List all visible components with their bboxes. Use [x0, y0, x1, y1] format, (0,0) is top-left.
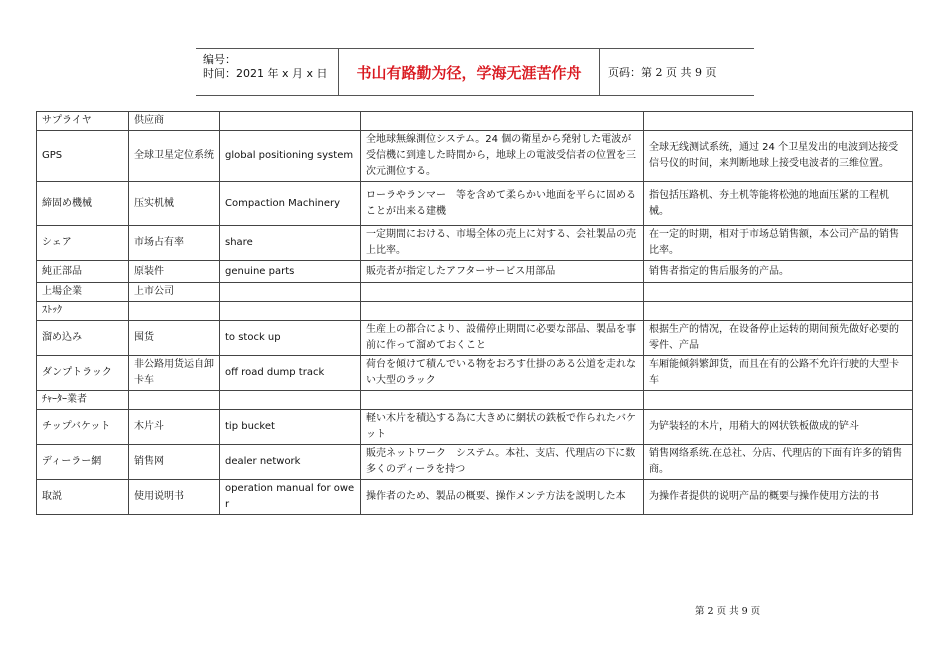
japanese-description-cell: 販売者が指定したアフターサービス用部品: [361, 261, 644, 283]
chinese-term-cell: 木片斗: [129, 410, 220, 445]
chinese-term-cell: [129, 302, 220, 321]
glossary-table: [36, 111, 913, 515]
chinese-description-cell: [644, 283, 913, 302]
english-term-cell: off road dump track: [220, 356, 361, 391]
english-term-cell: global positioning system: [220, 131, 361, 182]
term-cell: シェア: [37, 226, 129, 261]
table-row: [37, 445, 913, 480]
table-row: [37, 480, 913, 515]
chinese-description-cell: 全球无线测试系统，通过 24 个卫星发出的电波到达接受信号仪的时间，来判断地球上接受电波者的三维位置。: [644, 131, 913, 182]
chinese-term-cell: 压实机械: [129, 182, 220, 226]
chinese-description-cell: 在一定的时期，相对于市场总销售额，本公司产品的销售比率。: [644, 226, 913, 261]
chinese-term-cell: 上市公司: [129, 283, 220, 302]
chinese-term-cell: [129, 391, 220, 410]
chinese-term-cell: 销售网: [129, 445, 220, 480]
english-term-cell: operation manual for ower: [220, 480, 361, 515]
japanese-description-cell: ローラやランマー 等を含めて柔らかい地面を平らに固めることが出来る建機: [361, 182, 644, 226]
english-term-cell: to stock up: [220, 321, 361, 356]
glossary-body: [37, 112, 913, 515]
chinese-term-cell: 全球卫星定位系统: [129, 131, 220, 182]
english-term-cell: share: [220, 226, 361, 261]
term-cell: チップバケット: [37, 410, 129, 445]
chinese-description-cell: 车厢能倾斜繁卸货，而且在有的公路不允许行驶的大型卡车: [644, 356, 913, 391]
chinese-term-cell: 供应商: [129, 112, 220, 131]
chinese-term-cell: 原装件: [129, 261, 220, 283]
table-row: [37, 302, 913, 321]
term-cell: ダンプトラック: [37, 356, 129, 391]
chinese-description-cell: [644, 302, 913, 321]
page-indicator: [600, 49, 754, 95]
english-term-cell: tip bucket: [220, 410, 361, 445]
motto: 书山有路勤为径，学海无涯苦作舟: [338, 49, 600, 95]
term-cell: GPS: [37, 131, 129, 182]
table-row: [37, 182, 913, 226]
chinese-description-cell: 销售者指定的售后服务的产品。: [644, 261, 913, 283]
chinese-description-cell: 为操作者提供的说明产品的概要与操作使用方法的书: [644, 480, 913, 515]
japanese-description-cell: 荷台を傾けて積んでいる物をおろす仕掛のある公道を走れない大型のラック: [361, 356, 644, 391]
japanese-description-cell: [361, 302, 644, 321]
term-cell: ﾁｬｰﾀｰ業者: [37, 391, 129, 410]
japanese-description-cell: 操作者のため、製品の概要、操作メンテ方法を説明した本: [361, 480, 644, 515]
table-row: [37, 131, 913, 182]
japanese-description-cell: 生産上の都合により、設備停止期間に必要な部品、製品を事前に作って溜めておくこと: [361, 321, 644, 356]
english-term-cell: Compaction Machinery: [220, 182, 361, 226]
table-row: [37, 356, 913, 391]
term-cell: 純正部品: [37, 261, 129, 283]
time-label: 时间：2021 年 x 月 x 日: [203, 67, 328, 80]
page-footer: 第 2 页 共 9 页: [695, 606, 761, 617]
term-cell: 溜め込み: [37, 321, 129, 356]
term-cell: ディーラー網: [37, 445, 129, 480]
term-cell: 締固め機械: [37, 182, 129, 226]
page-indicator-text: 页码：第 2 页 共 9 页: [608, 66, 717, 79]
japanese-description-cell: 一定期間における、市場全体の売上に対する、会社製品の売上比率。: [361, 226, 644, 261]
header-meta: [196, 49, 338, 95]
number-label: 编号：: [203, 53, 236, 66]
chinese-description-cell: 根据生产的情况，在设备停止运转的期间预先做好必要的零件、产品: [644, 321, 913, 356]
japanese-description-cell: 軽い木片を積込する為に大きめに網状の鉄板で作られたバケット: [361, 410, 644, 445]
table-row: [37, 410, 913, 445]
chinese-term-cell: 使用说明书: [129, 480, 220, 515]
term-cell: 取説: [37, 480, 129, 515]
table-row: [37, 321, 913, 356]
english-term-cell: [220, 112, 361, 131]
table-row: [37, 226, 913, 261]
chinese-description-cell: 指包括压路机、夯土机等能将松弛的地面压紧的工程机械。: [644, 182, 913, 226]
japanese-description-cell: [361, 391, 644, 410]
chinese-term-cell: 非公路用货运自卸卡车: [129, 356, 220, 391]
english-term-cell: dealer network: [220, 445, 361, 480]
chinese-term-cell: 囤货: [129, 321, 220, 356]
english-term-cell: [220, 391, 361, 410]
japanese-description-cell: [361, 112, 644, 131]
chinese-description-cell: 为铲装轻的木片，用稍大的网状铁板做成的铲斗: [644, 410, 913, 445]
table-row: [37, 283, 913, 302]
term-cell: 上場企業: [37, 283, 129, 302]
table-row: [37, 261, 913, 283]
japanese-description-cell: 全地球無線測位システム。24 個の衛星から発射した電波が受信機に到達した時間から，地球上の電波受信者の位置を三次元測位する。: [361, 131, 644, 182]
table-row: [37, 112, 913, 131]
english-term-cell: [220, 302, 361, 321]
page-header: [196, 48, 754, 96]
chinese-description-cell: [644, 112, 913, 131]
japanese-description-cell: 販売ネットワーク システム。本社、支店、代理店の下に数多くのディーラを持つ: [361, 445, 644, 480]
english-term-cell: genuine parts: [220, 261, 361, 283]
japanese-description-cell: [361, 283, 644, 302]
chinese-term-cell: 市场占有率: [129, 226, 220, 261]
chinese-description-cell: [644, 391, 913, 410]
term-cell: サプライヤ: [37, 112, 129, 131]
term-cell: ｽﾄｯｸ: [37, 302, 129, 321]
english-term-cell: [220, 283, 361, 302]
chinese-description-cell: 销售网络系统.在总社、分店、代理店的下面有许多的销售商。: [644, 445, 913, 480]
table-row: [37, 391, 913, 410]
